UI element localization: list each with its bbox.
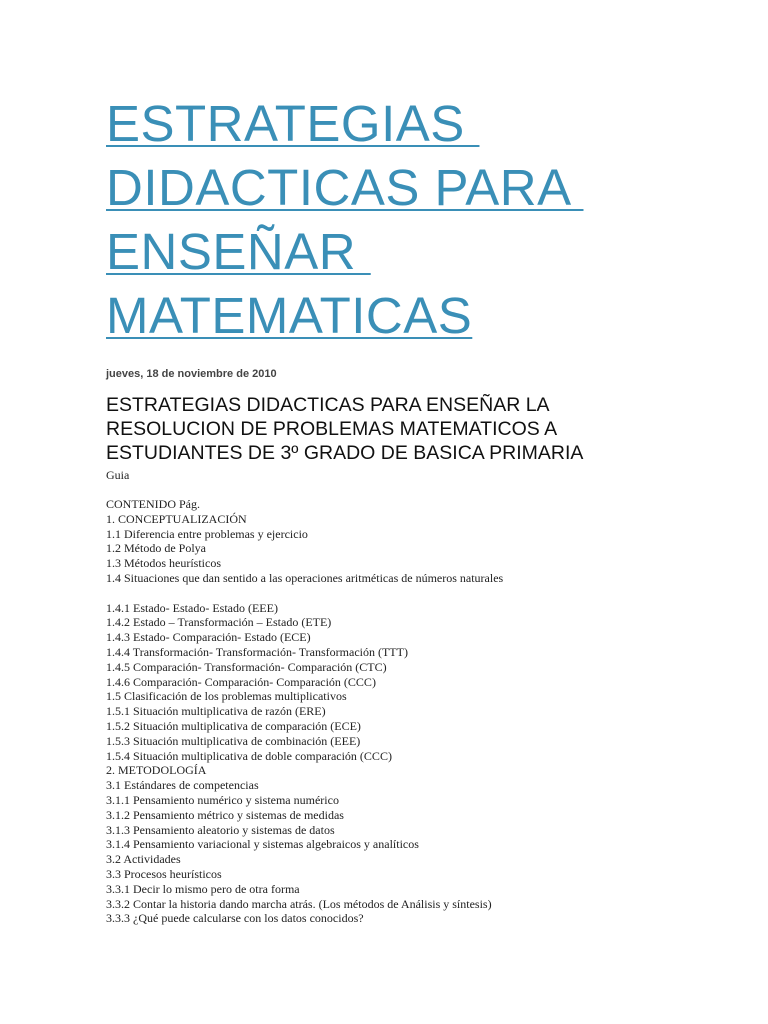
- post-title-line: ESTRATEGIAS DIDACTICAS PARA ENSEÑAR LA: [106, 394, 550, 416]
- toc-item: 1.5.1 Situación multiplicativa de razón (ERE): [106, 704, 326, 719]
- toc-item: 1.4.2 Estado – Transformación – Estado (ETE): [106, 615, 332, 630]
- toc-item: 1.4 Situaciones que dan sentido a las operaciones aritméticas de números naturales: [106, 570, 504, 585]
- blog-title-link[interactable]: [106, 92, 746, 348]
- table-of-contents: [106, 497, 746, 926]
- post-title: [106, 393, 746, 465]
- toc-item: 3.1.3 Pensamiento aleatorio y sistemas de datos: [106, 822, 335, 837]
- blog-title-line[interactable]: MATEMATICAS: [106, 287, 473, 344]
- toc-item: 3.1.4 Pensamiento variacional y sistemas algebraicos y analíticos: [106, 837, 419, 852]
- toc-item: 3.1.2 Pensamiento métrico y sistemas de medidas: [106, 807, 344, 822]
- toc-item: 1.5.3 Situación multiplicativa de combinación (EEE): [106, 733, 361, 748]
- toc-item: 1.4.5 Comparación- Transformación- Comparación (CTC): [106, 659, 387, 674]
- blog-title-line[interactable]: ENSEÑAR: [106, 223, 371, 280]
- post-date: jueves, 18 de noviembre de 2010: [106, 368, 277, 380]
- toc-item: 1.3 Métodos heurísticos: [106, 556, 221, 571]
- toc-item: 3.1 Estándares de competencias: [106, 778, 259, 793]
- toc-item: 1. CONCEPTUALIZACIÓN: [106, 511, 247, 526]
- toc-item: 3.3.3 ¿Qué puede calcularse con los datos conocidos?: [106, 911, 364, 926]
- toc-item: 1.4.3 Estado- Comparación- Estado (ECE): [106, 630, 311, 645]
- blog-title-line[interactable]: DIDACTICAS PARA: [106, 159, 584, 216]
- toc-item: 3.1.1 Pensamiento numérico y sistema numérico: [106, 792, 339, 807]
- toc-item: CONTENIDO Pág.: [106, 497, 200, 511]
- post-title-line: RESOLUCION DE PROBLEMAS MATEMATICOS A: [106, 418, 558, 440]
- toc-item: 3.3 Procesos heurísticos: [106, 866, 222, 881]
- toc-item: 3.3.2 Contar la historia dando marcha atrás. (Los métodos de Análisis y síntesis): [106, 896, 492, 911]
- post-title-line: ESTUDIANTES DE 3º GRADO DE BASICA PRIMARIA: [106, 442, 584, 464]
- toc-item: 1.5.4 Situación multiplicativa de doble comparación (CCC): [106, 748, 392, 763]
- toc-item: 3.2 Actividades: [106, 852, 181, 867]
- guia-label: Guia: [106, 468, 130, 482]
- toc-item: 1.1 Diferencia entre problemas y ejercicio: [106, 526, 308, 541]
- toc-item: 1.4.6 Comparación- Comparación- Comparación (CCC): [106, 674, 376, 689]
- blog-title-line[interactable]: ESTRATEGIAS: [106, 95, 480, 152]
- toc-item: 2. METODOLOGÍA: [106, 763, 207, 778]
- toc-item: 1.4.4 Transformación- Transformación- Transformación (TTT): [106, 644, 408, 659]
- toc-item: 3.3.1 Decir lo mismo pero de otra forma: [106, 881, 300, 896]
- toc-item: 1.2 Método de Polya: [106, 541, 206, 556]
- toc-item: 1.4.1 Estado- Estado- Estado (EEE): [106, 600, 278, 615]
- toc-item: 1.5.2 Situación multiplicativa de comparación (ECE): [106, 718, 361, 733]
- toc-item: 1.5 Clasificación de los problemas multiplicativos: [106, 689, 347, 704]
